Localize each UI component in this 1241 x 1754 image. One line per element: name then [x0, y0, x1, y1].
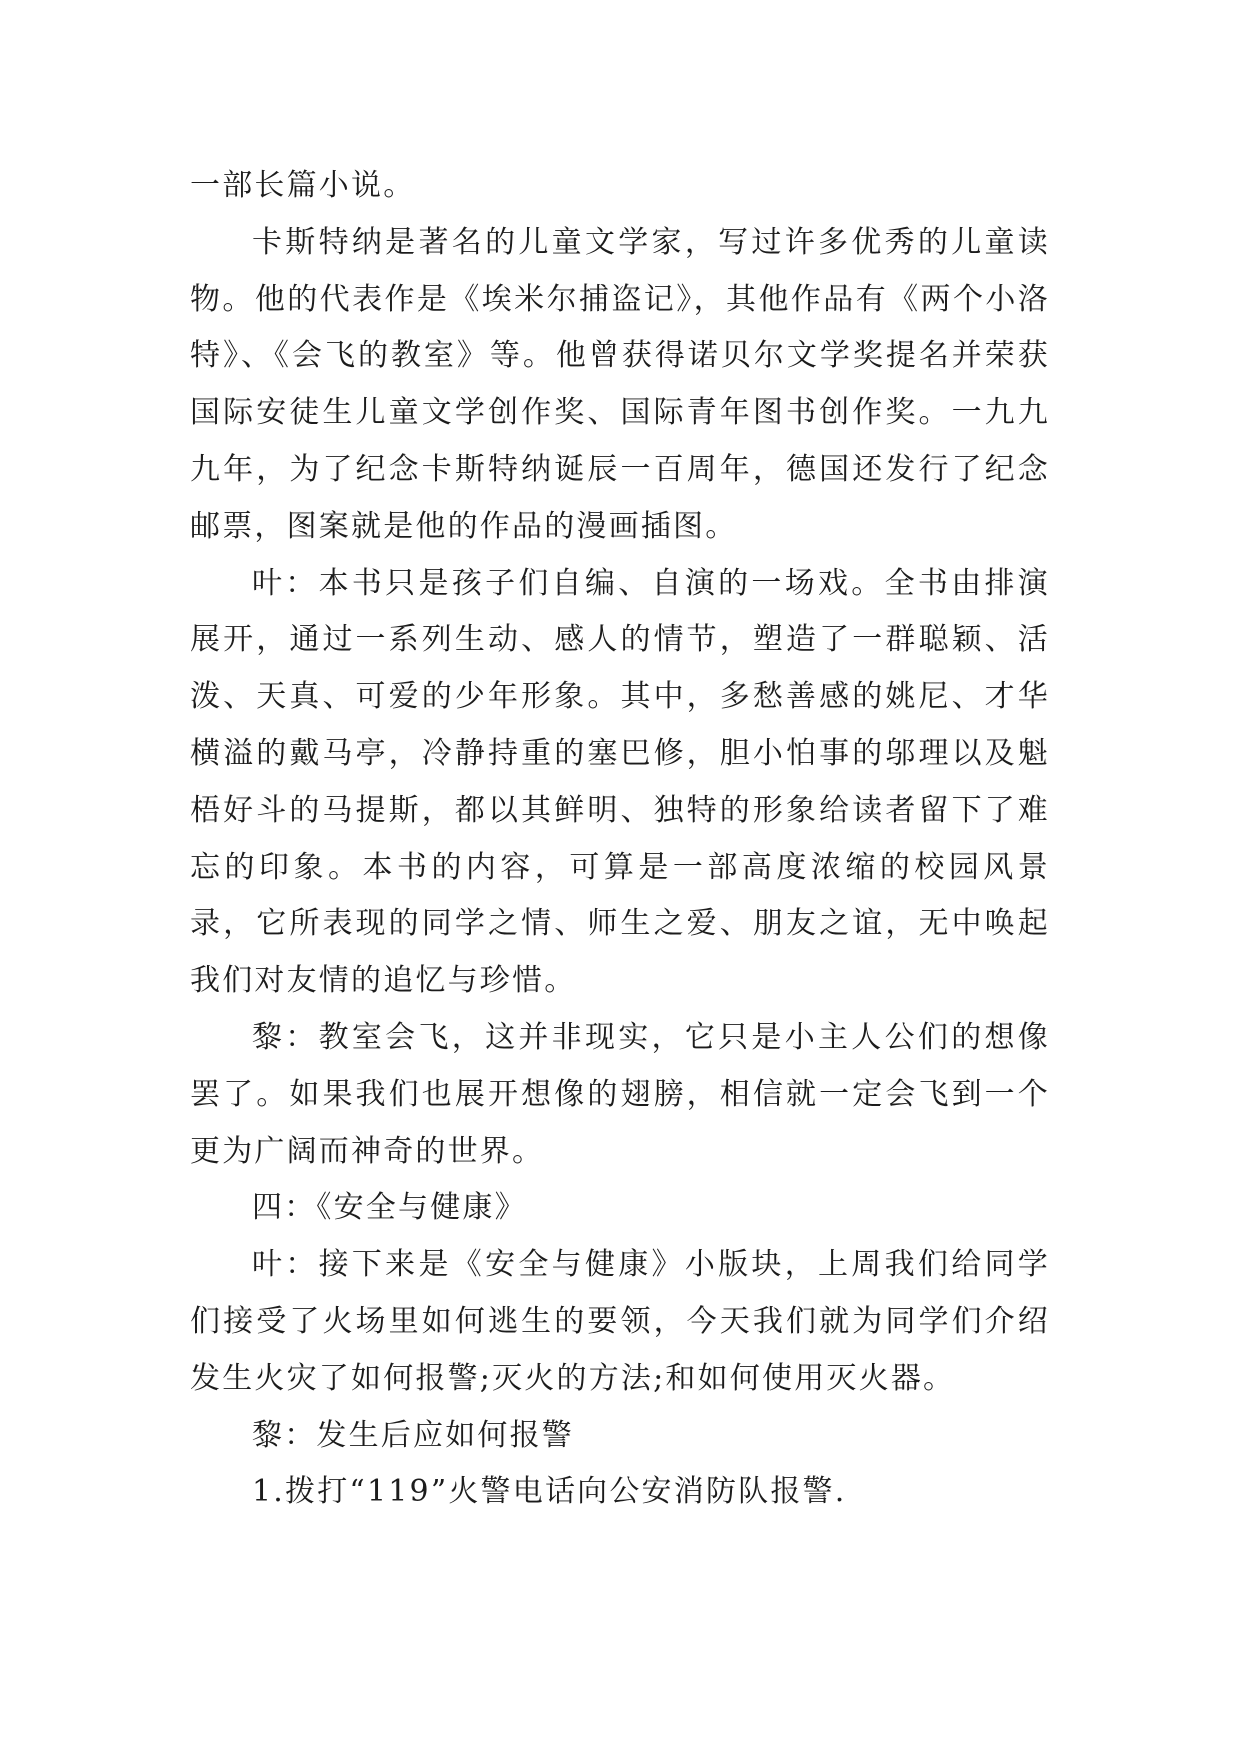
list-item-1: 1.拨打“119”火警电话向公安消防队报警.	[252, 1474, 847, 1510]
paragraph-5: 叶：接下来是《安全与健康》小版块，上周我们给同学们接受了火场里如何逃生的要领，今天我们就为同学们介绍发生火灾了如何报警;灭火的方法;和如何使用灭火器。	[190, 1247, 1050, 1396]
paragraph-4: 黎：教室会飞，这并非现实，它只是小主人公们的想像罢了。如果我们也展开想像的翅膀，相信就一定会飞到一个更为广阔而神奇的世界。	[190, 1019, 1050, 1169]
document-body	[190, 158, 1050, 1521]
paragraph-6: 黎：发生后应如何报警	[252, 1417, 574, 1453]
paragraph-3: 叶：本书只是孩子们自编、自演的一场戏。全书由排演展开，通过一系列生动、感人的情节，塑造了一群聪颖、活泼、天真、可爱的少年形象。其中，多愁善感的姚尼、才华横溢的戴马亭，冷静持重的塞巴修，胆小怕事的邬理以及魁梧好斗的马提斯，都以其鲜明、独特的形象给读者留下了难忘的印象。本书的内容，可算是一部高度浓缩的校园风景录，它所表现的同学之情、师生之爱、朋友之谊，无中唤起我们对友情的追忆与珍惜。	[190, 565, 1050, 999]
section-heading: 四：《安全与健康》	[252, 1190, 527, 1226]
paragraph-1: 一部长篇小说。	[190, 168, 416, 203]
paragraph-2: 卡斯特纳是著名的儿童文学家，写过许多优秀的儿童读物。他的代表作是《埃米尔捕盗记》，其他作品有《两个小洛特》、《会飞的教室》等。他曾获得诺贝尔文学奖提名并荣获国际安徒生儿童文学创作奖、国际青年图书创作奖。一九九九年，为了纪念卡斯特纳诞辰一百周年，德国还发行了纪念邮票，图案就是他的作品的漫画插图。	[190, 224, 1050, 544]
